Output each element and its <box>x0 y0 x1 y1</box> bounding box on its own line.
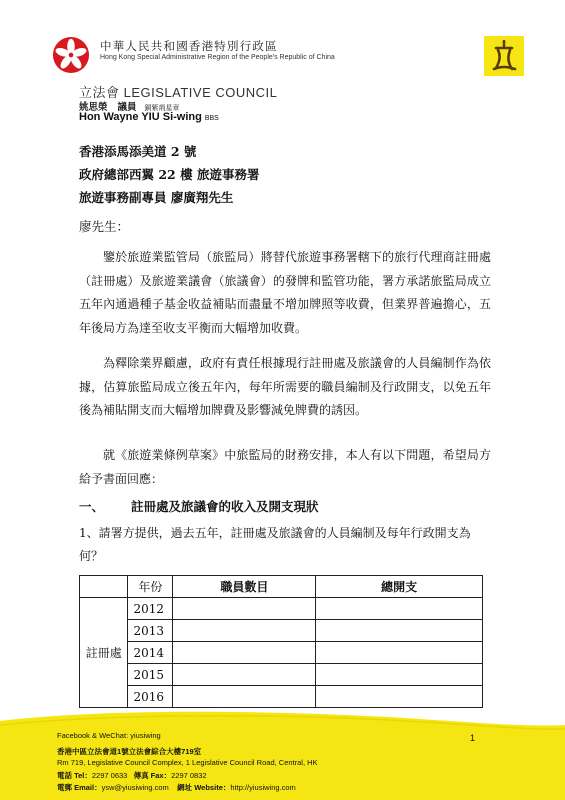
email-label: 電郵 Email： <box>57 783 102 792</box>
recipient-address-line1: 香港添馬添美道 2 號 <box>79 144 197 159</box>
total-expense-cell <box>316 664 483 686</box>
table-row <box>80 642 483 664</box>
question-1: 1、請署方提供，過去五年，註冊處及旅議會的人員編制及每年行政開支為何？ <box>79 526 471 563</box>
footer-address-cn-text: 香港中區立法會道1號立法會綜合大樓719室 <box>57 747 202 756</box>
tel-label: 電話 Tel： <box>57 771 92 780</box>
page-number: 1 <box>470 733 476 743</box>
body-paragraph-3: 就《旅遊業條例草案》中旅監局的財務安排，本人有以下問題，希望局方給予書面回應： <box>79 448 491 486</box>
member-name-cn: 姚思榮 <box>79 102 108 113</box>
government-name-en: Hong Kong Special Administrative Region of the People's Republic of China <box>100 54 335 61</box>
website-link[interactable]: http://yiusiwing.com <box>230 783 296 792</box>
email-link[interactable]: ysw@yiusiwing.com <box>101 783 169 792</box>
staff-count-cell <box>173 664 316 686</box>
total-expense-cell <box>316 642 483 664</box>
header-total-expense: 總開支 <box>316 576 483 598</box>
hksar-emblem-icon <box>52 36 90 74</box>
table-corner-cell <box>80 576 128 598</box>
table-row <box>80 598 483 620</box>
member-medal-cn: 銅紫荊星章 <box>144 104 180 112</box>
table-row <box>80 664 483 686</box>
government-name-cn: 中華人民共和國香港特別行政區 <box>100 39 278 53</box>
row-group-registry: 註冊處 <box>80 598 128 708</box>
section-title: 註冊處及旅議會的收入及開支現狀 <box>131 499 319 514</box>
table-header-row <box>80 576 483 598</box>
footer-social[interactable]: Facebook & WeChat: yiusiwing <box>57 731 161 740</box>
footer-contact <box>57 782 296 793</box>
fax-value: 2297 0832 <box>171 771 207 780</box>
footer-phone-fax <box>57 770 207 781</box>
staff-count-cell <box>173 642 316 664</box>
year-cell: 2013 <box>128 620 173 642</box>
fax-label: 傳真 Fax： <box>133 771 172 780</box>
salutation: 廖先生： <box>79 219 130 234</box>
body-paragraph-2: 為釋除業界顧慮，政府有責任根據現行註冊處及旅議會的人員編制作為依據，估算旅監局成立後五年內，每年所需要的職員編制及行政開支，以免五年後為補貼開支而大幅增加牌費及影響減免牌費的誘因。 <box>79 356 491 417</box>
header-staff-count: 職員數目 <box>173 576 316 598</box>
staff-count-cell <box>173 620 316 642</box>
member-honour-en: BBS <box>204 115 219 122</box>
member-name-en: Hon Wayne YIU Si-wing <box>79 111 202 123</box>
web-label: 網址 Website： <box>177 783 231 792</box>
year-cell: 2012 <box>128 598 173 620</box>
tel-value: 2297 0633 <box>91 771 128 780</box>
recipient-address-line2: 政府總部西翼 22 樓 旅遊事務署 <box>79 167 260 182</box>
header-year: 年份 <box>128 576 173 598</box>
footer-address-en: Rm 719, Legislative Council Complex, 1 Legislative Council Road, Central, HK <box>57 758 318 767</box>
staff-count-cell <box>173 598 316 620</box>
section-number: 一、 <box>79 499 105 514</box>
member-role-cn: 議員 <box>117 102 137 113</box>
council-name: 立法會 LEGISLATIVE COUNCIL <box>79 85 278 100</box>
year-cell: 2016 <box>128 686 173 708</box>
member-name-en-line <box>79 111 219 123</box>
section-heading <box>79 497 319 515</box>
table-row <box>80 620 483 642</box>
body-paragraph-1: 鑒於旅遊業監管局（旅監局）將替代旅遊事務署轄下的旅行代理商註冊處（註冊處）及旅遊業議會（旅議會）的發牌和監管功能，署方承諾旅監局成立五年內通過種子基金收益補貼而盡量不增加牌照等收費，但業界普遍擔心，五年後局方為達至收支平衡而大幅增加收費。 <box>79 250 491 335</box>
recipient-address-line3: 旅遊事務副專員 廖廣翔先生 <box>79 190 234 205</box>
year-cell: 2014 <box>128 642 173 664</box>
footer-address-cn <box>57 746 201 757</box>
staff-expense-table <box>79 575 483 708</box>
total-expense-cell <box>316 598 483 620</box>
yiu-si-wing-logo-icon <box>484 36 524 76</box>
total-expense-cell <box>316 620 483 642</box>
year-cell: 2015 <box>128 664 173 686</box>
